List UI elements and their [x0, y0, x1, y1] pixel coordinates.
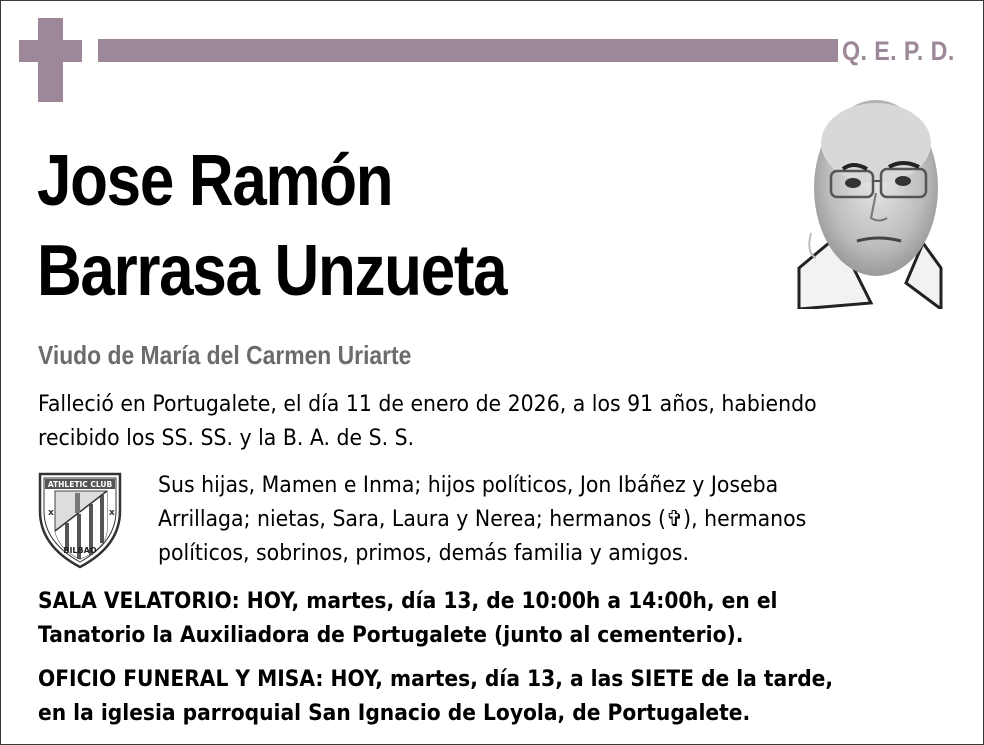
- death-notice-line1: Falleció en Portugalete, el día 11 de enero de 2026, a los 91 años, habiendo: [38, 392, 817, 417]
- header-rule: [98, 39, 838, 62]
- family-line1: Sus hijas, Mamen e Inma; hijos políticos, Jon Ibáñez y Joseba: [158, 473, 779, 498]
- family-list: [158, 469, 806, 571]
- qepd-label: Q. E. P. D.: [842, 36, 955, 66]
- deceased-name: [37, 136, 506, 316]
- deceased-name-line2: Barrasa Unzueta: [37, 231, 507, 311]
- cross-icon-arm: [19, 40, 82, 62]
- wake-info: [38, 585, 777, 653]
- family-line2: Arrillaga; nietas, Sara, Laura y Nerea; hermanos (✞), hermanos: [158, 507, 807, 532]
- svg-text:x: x: [48, 508, 54, 518]
- crest-text-top: ATHLETIC CLUB: [47, 480, 113, 489]
- wake-line2: Tanatorio la Auxiliadora de Portugalete (junto al cementerio).: [38, 623, 744, 648]
- family-line3: políticos, sobrinos, primos, demás familia y amigos.: [158, 541, 690, 566]
- death-notice: [38, 388, 817, 456]
- crest-text-bottom: BILBAO: [63, 546, 97, 555]
- funeral-line2: en la iglesia parroquial San Ignacio de Loyola, de Portugalete.: [38, 701, 751, 726]
- athletic-club-crest-icon: [37, 471, 123, 569]
- deceased-name-line1: Jose Ramón: [37, 141, 393, 221]
- death-notice-line2: recibido los SS. SS. y la B. A. de S. S.: [38, 426, 415, 451]
- funeral-line1: OFICIO FUNERAL Y MISA: HOY, martes, día 13, a las SIETE de la tarde,: [38, 667, 834, 692]
- portrait-photo: [791, 93, 951, 309]
- svg-text:x: x: [109, 508, 115, 518]
- funeral-info: [38, 663, 833, 731]
- widow-of-label: Viudo de María del Carmen Uriarte: [38, 340, 412, 370]
- wake-line1: SALA VELATORIO: HOY, martes, día 13, de 10:00h a 14:00h, en el: [38, 589, 778, 614]
